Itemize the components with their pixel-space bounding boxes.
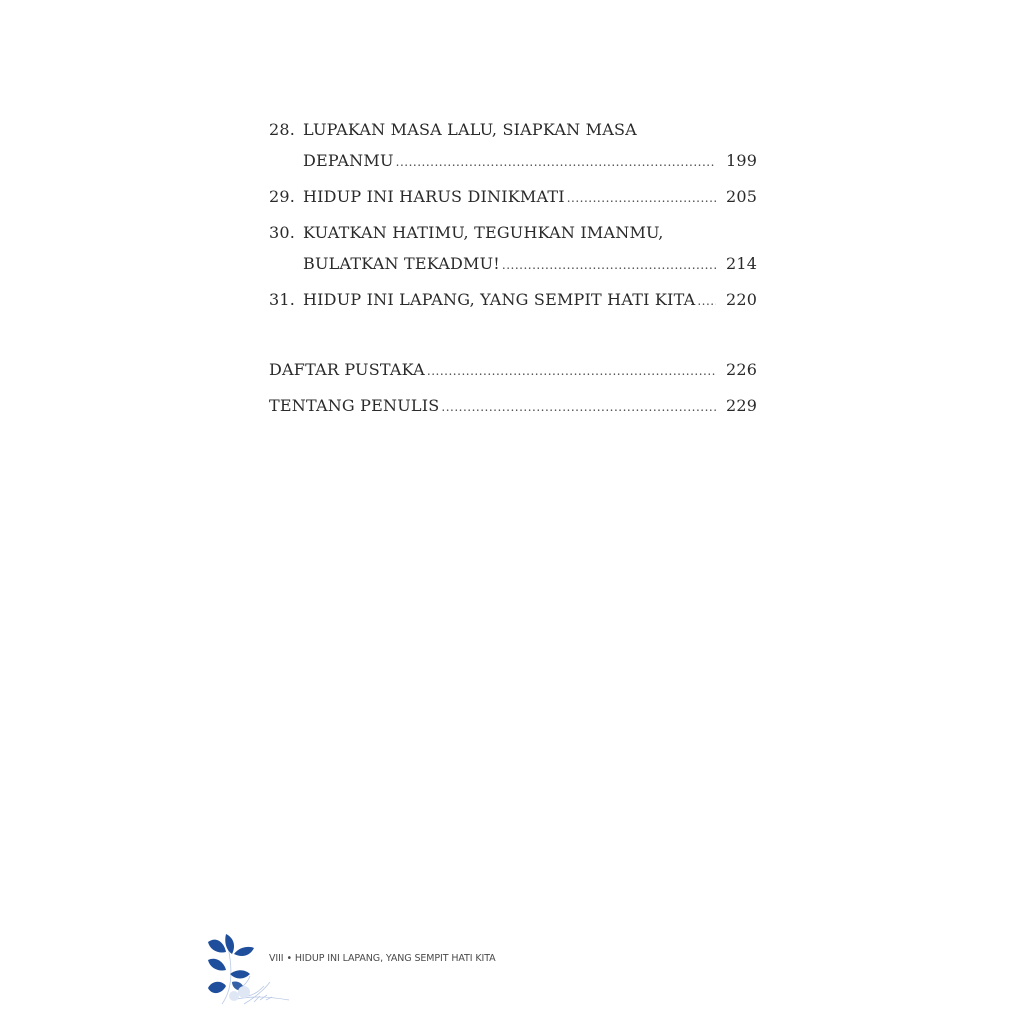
toc-entry-title-line: DEPANMU <box>303 151 394 170</box>
dot-leader <box>396 147 716 178</box>
toc-entry-title-line: BULATKAN TEKADMU! <box>303 254 500 273</box>
toc-entry-30[interactable] <box>269 217 757 281</box>
leaf-branch-icon <box>204 930 299 1010</box>
dot-leader <box>697 286 716 317</box>
toc-page-number: 205 <box>726 187 758 206</box>
toc-entry-daftar-pustaka[interactable] <box>269 354 757 387</box>
toc-entry-29[interactable] <box>269 181 757 214</box>
toc-entry-tentang-penulis[interactable] <box>269 390 757 423</box>
toc-entry-title-line: LUPAKAN MASA LALU, SIAPKAN MASA <box>303 120 637 139</box>
footer-separator: • <box>286 953 292 964</box>
toc-entry-31[interactable] <box>269 284 757 317</box>
toc-page-number: 226 <box>726 360 758 379</box>
dot-leader <box>502 250 716 281</box>
toc-entry-number: 30. <box>269 223 296 242</box>
toc-page-number: 229 <box>726 396 758 415</box>
toc-entry-number: 29. <box>269 187 296 206</box>
toc-entry-title-line: HIDUP INI HARUS DINIKMATI <box>303 187 565 206</box>
page-footer <box>204 930 524 1010</box>
toc-page-number: 199 <box>726 151 758 170</box>
book-title: HIDUP INI LAPANG, YANG SEMPIT HATI KITA <box>294 953 496 964</box>
dot-leader <box>567 183 716 214</box>
table-of-contents <box>269 114 757 423</box>
toc-entry-number: 31. <box>269 290 296 309</box>
dot-leader <box>427 356 716 387</box>
toc-page-number: 214 <box>726 254 758 273</box>
toc-entry-title-line: HIDUP INI LAPANG, YANG SEMPIT HATI KITA <box>303 290 696 309</box>
toc-entry-number: 28. <box>269 120 296 139</box>
toc-entry-title-line: KUATKAN HATIMU, TEGUHKAN IMANMU, <box>303 223 664 242</box>
toc-entry-title-line: TENTANG PENULIS <box>269 396 440 415</box>
running-footer <box>269 953 496 964</box>
toc-page-number: 220 <box>726 290 758 309</box>
dot-leader <box>441 392 716 423</box>
page-number-roman: VIII <box>269 953 284 964</box>
toc-entry-title-line: DAFTAR PUSTAKA <box>269 360 425 379</box>
toc-entry-28[interactable] <box>269 114 757 178</box>
